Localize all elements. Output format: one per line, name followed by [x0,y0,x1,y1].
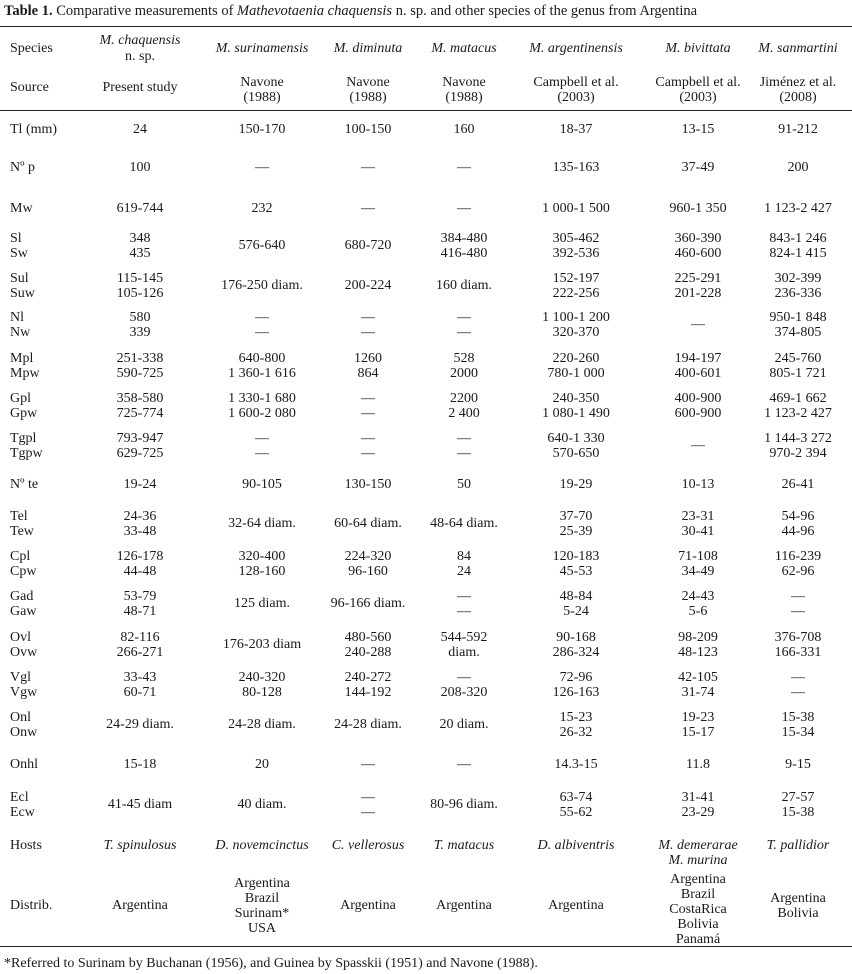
table-cell: 600-900 [674,405,722,421]
table-cell: 37-49 [681,160,715,175]
species-source: (2008) [779,89,817,105]
table-cell: 208-320 [440,684,488,700]
table-cell: 824-1 415 [769,245,827,261]
table-cell: 805-1 721 [769,365,827,381]
table-cell: 15-17 [681,724,715,740]
row-label: Tl (mm) [10,122,58,137]
species-source: Campbell et al. [655,74,741,90]
row-label: Nº te [10,477,39,492]
table-cell: — [361,324,375,340]
species-name: M. argentinensis [529,41,623,56]
table-cell: — [361,390,375,406]
row-label: Mpl [10,350,34,366]
table-cell: 135-163 [552,160,600,175]
distribution-cell: Argentina [770,890,826,906]
table-cell: 20 [255,757,269,772]
distribution-cell: Surinam* [234,905,290,921]
table-caption [4,3,697,20]
row-label: Cpl [10,548,31,564]
table-cell: 1 080-1 490 [542,405,610,421]
table-cell: 225-291 [674,270,722,286]
table-cell: 105-126 [116,285,164,301]
species-name: M. matacus [431,41,497,56]
row-label: Nº p [10,160,35,175]
table-cell: 84 [457,548,471,564]
species-source: (2003) [557,89,595,105]
table-cell: 224-320 [344,548,392,564]
table-cell: — [361,757,375,772]
row-label: Cpw [10,563,37,579]
distribution-cell: Bolivia [677,917,719,932]
table-cell: 2200 [450,390,478,406]
row-label: Nl [10,309,24,325]
table-cell: 15-38 [781,709,815,725]
table-cell: 72-96 [559,669,593,685]
table-cell: — [361,445,375,461]
table-cell: 950-1 848 [769,309,827,325]
row-label: Mpw [10,365,40,381]
rule-top [0,26,852,27]
table-cell: 201-228 [674,285,722,301]
table-cell: 245-760 [774,350,822,366]
table-cell: 100 [129,160,151,175]
table-cell: 240-288 [344,644,392,660]
table-cell: — [361,201,375,216]
table-cell: 619-744 [116,201,164,216]
table-cell: — [457,445,471,461]
host-name: T. spinulosus [103,838,177,853]
row-label: Gaw [10,603,37,619]
row-label: Ovw [10,644,38,660]
table-cell: 60-64 diam. [334,516,402,531]
distribution-cell: Brazil [244,890,280,906]
table-cell: 144-192 [344,684,392,700]
species-source: Present study [102,80,178,95]
table-cell: 544-592 [440,629,488,645]
table-cell: 339 [129,324,151,340]
table-cell: 251-338 [116,350,164,366]
table-cell: — [361,309,375,325]
table-cell: 41-45 diam [107,797,173,812]
table-cell: 48-71 [123,603,157,619]
table-cell: 34-49 [681,563,715,579]
table-cell: 33-48 [123,523,157,539]
table-cell: 320-400 [238,548,286,564]
table-cell: 55-62 [559,804,593,820]
table-cell: 33-43 [123,669,157,685]
species-name: M. sanmartini [758,41,838,56]
table-cell: 864 [357,365,379,381]
table-cell: — [255,309,269,325]
table-cell: 725-774 [116,405,164,421]
table-cell: 120-183 [552,548,600,564]
table-cell: 126-178 [116,548,164,564]
caption-text-after: n. sp. and other species of the genus from Argentina [395,3,698,19]
table-cell: 19-24 [123,477,157,492]
distribution-cell: Bolivia [777,905,819,921]
table-cell: — [361,405,375,421]
table-cell: 240-272 [344,669,392,685]
row-label: Ecw [10,804,35,820]
table-cell: 44-48 [123,563,157,579]
table-cell: 45-53 [559,563,593,579]
table-cell: 98-209 [678,629,718,645]
table-cell: 236-336 [774,285,822,301]
table-cell: — [791,588,805,604]
row-label: Sw [10,245,28,261]
table-cell: 960-1 350 [669,201,727,216]
table-cell: 1 330-1 680 [228,390,296,406]
host-name: C. vellerosus [331,838,405,853]
table-cell: — [255,445,269,461]
distribution-cell: Argentina [436,898,492,913]
row-label: Suw [10,285,35,301]
table-cell: 590-725 [116,365,164,381]
table-cell: 126-163 [552,684,600,700]
table-cell: 48-64 diam. [430,516,498,531]
caption-label: Table 1. [4,3,53,19]
table-cell: 1 600-2 080 [228,405,296,421]
table-cell: 9-15 [785,757,811,772]
table-cell: — [457,430,471,446]
table-cell: 376-708 [774,629,822,645]
table-cell: 194-197 [674,350,722,366]
distribution-label: Distrib. [10,898,53,913]
table-cell: 5-6 [688,603,708,619]
table-cell: 115-145 [116,270,164,286]
table-cell: 44-96 [781,523,815,539]
distribution-cell: Argentina [234,875,290,891]
table-cell: — [361,789,375,805]
distribution-cell: Panamá [675,932,721,947]
hosts-label: Hosts [10,838,42,853]
table-cell: 176-203 diam [222,637,302,652]
table-cell: 15-34 [781,724,815,740]
table-cell: 48-84 [559,588,593,604]
table-cell: 40 diam. [237,797,287,812]
table-cell: 13-15 [681,122,715,137]
table-cell: 26-32 [559,724,593,740]
table-cell: 348 [129,230,151,246]
rule-bottom [0,946,852,947]
row-label: Tgpw [10,445,43,461]
table-cell: 2 400 [448,405,480,421]
table-footnote: *Referred to Surinam by Buchanan (1956), and Guinea by Spasskii (1951) and Navone (1988). [4,956,538,971]
table-cell: 266-271 [116,644,164,660]
table-cell: 63-74 [559,789,593,805]
table-cell: 19-23 [681,709,715,725]
table-cell: 480-560 [344,629,392,645]
table-cell: — [361,160,375,175]
table-cell: 10-13 [681,477,715,492]
table-cell: 18-37 [559,122,593,137]
table-cell: 360-390 [674,230,722,246]
table-cell: 200 [787,160,809,175]
caption-species: Mathevotaenia chaquensis [237,3,393,19]
row-label: Tgpl [10,430,37,446]
distribution-cell: Argentina [670,872,726,887]
row-label: Tew [10,523,34,539]
table-cell: — [457,669,471,685]
table-cell: 24-43 [681,588,715,604]
table-cell: — [791,603,805,619]
table-cell: 240-350 [552,390,600,406]
table-cell: 24 [133,122,147,137]
table-cell: 116-239 [774,548,822,564]
row-label: Onw [10,724,38,740]
table-cell: 1 144-3 272 [764,430,832,446]
table-cell: 14.3-15 [554,757,598,772]
table-cell: 232 [251,201,273,216]
table-cell: 82-116 [120,629,160,645]
table-cell: 320-370 [552,324,600,340]
row-label: Vgw [10,684,38,700]
species-name: M. bivittata [665,41,731,56]
table-cell: 400-900 [674,390,722,406]
table-cell: 152-197 [552,270,600,286]
table-cell: 640-1 330 [547,430,605,446]
table-cell: 100-150 [344,122,392,137]
table-cell: 42-105 [678,669,718,685]
table-cell: 96-160 [348,563,388,579]
table-cell: 400-601 [674,365,722,381]
row-label: Tel [10,508,28,524]
host-name: T. matacus [433,838,495,853]
table-cell: 24-28 diam. [228,717,296,732]
table-cell: 5-24 [563,603,589,619]
species-name: M. chaquensis [99,33,181,48]
table-cell: 54-96 [781,508,815,524]
table-cell: 24-36 [123,508,157,524]
species-source: Jiménez et al. [759,74,837,90]
host-name: M. demerarae [658,838,738,853]
species-source: Navone [240,74,284,90]
table-cell: 580 [129,309,151,325]
table-cell: — [255,324,269,340]
table-cell: 30-41 [681,523,715,539]
species-source: Navone [442,74,486,90]
table-cell: 23-29 [681,804,715,820]
species-source: (2003) [679,89,717,105]
table-cell: 32-64 diam. [228,516,296,531]
table-cell: 1 360-1 616 [228,365,296,381]
table-cell: 176-250 diam. [221,278,303,293]
distribution-cell: Brazil [680,887,716,902]
table-cell: 27-57 [781,789,815,805]
table-cell: 460-600 [674,245,722,261]
table-cell: 843-1 246 [769,230,827,246]
table-cell: 1 100-1 200 [542,309,610,325]
rule-header [0,110,852,111]
table-cell: 970-2 394 [769,445,827,461]
table-cell: 90-105 [242,477,282,492]
table-cell: — [361,430,375,446]
table-cell: — [457,588,471,604]
distribution-cell: Argentina [548,898,604,913]
table-cell: 37-70 [559,508,593,524]
table-cell: 26-41 [781,477,815,492]
table-cell: 25-39 [559,523,593,539]
table-cell: 358-580 [116,390,164,406]
table-cell: 570-650 [552,445,600,461]
table-cell: 640-800 [238,350,286,366]
table-cell: 1 000-1 500 [542,201,610,216]
table-cell: 24-28 diam. [334,717,402,732]
table-cell: 1 123-2 427 [764,405,832,421]
row-label: Onl [10,709,31,725]
caption-text-before: Comparative measurements of [56,3,234,19]
header-source-label: Source [10,80,49,95]
table-cell: 780-1 000 [547,365,605,381]
row-label: Gpl [10,390,31,406]
table-cell: 96-166 diam. [330,596,406,611]
table-cell: 20 diam. [439,717,489,732]
table-cell: — [457,324,471,340]
species-source: Navone [346,74,390,90]
table-cell: diam. [448,644,480,660]
table-cell: 2000 [450,365,478,381]
row-label: Ovl [10,629,31,645]
row-label: Onhl [10,757,38,772]
table-cell: 160 [453,122,475,137]
species-source: (1988) [445,89,483,105]
host-name: T. pallidior [766,838,830,853]
table-cell: 222-256 [552,285,600,301]
table-cell: — [457,309,471,325]
table-cell: 384-480 [440,230,488,246]
row-label: Sul [10,270,29,286]
table-cell: 469-1 662 [769,390,827,406]
table-cell: — [361,804,375,820]
table-cell: — [691,438,705,453]
row-label: Nw [10,324,31,340]
host-name: D. novemcinctus [215,838,309,853]
table-cell: 80-128 [242,684,282,700]
table-cell: — [457,201,471,216]
distribution-cell: CostaRica [669,902,727,917]
table-cell: 50 [457,477,471,492]
table-cell: 576-640 [238,238,286,253]
host-name: D. albiventris [537,838,615,853]
distribution-cell: Argentina [340,898,396,913]
table-cell: 240-320 [238,669,286,685]
table-cell: 90-168 [556,629,596,645]
table-cell: 629-725 [116,445,164,461]
table-cell: 53-79 [123,588,157,604]
table-cell: 160 diam. [436,278,492,293]
table-cell: 11.8 [686,757,710,772]
row-label: Ecl [10,789,29,805]
table-cell: 15-23 [559,709,593,725]
table-cell: 130-150 [344,477,392,492]
table-cell: 1260 [354,350,382,366]
table-cell: 302-399 [774,270,822,286]
table-cell: 71-108 [678,548,718,564]
row-label: Sl [10,230,22,246]
table-cell: 416-480 [440,245,488,261]
table-cell: 31-74 [681,684,715,700]
row-label: Gpw [10,405,38,421]
table-cell: 305-462 [552,230,600,246]
header-species-label: Species [10,41,53,56]
row-label: Gad [10,588,34,604]
table-cell: 60-71 [123,684,157,700]
table-cell: 528 [453,350,475,366]
distribution-cell: Argentina [112,898,168,913]
row-label: Vgl [10,669,31,685]
distribution-cell: USA [247,920,277,936]
species-name-suffix: n. sp. [125,49,155,64]
table-cell: 680-720 [344,238,392,253]
table-cell: — [691,317,705,332]
species-source: (1988) [243,89,281,105]
table-cell: — [457,160,471,175]
table-cell: 374-805 [774,324,822,340]
table-cell: 31-41 [681,789,715,805]
table-cell: — [791,684,805,700]
table-cell: 24-29 diam. [106,717,174,732]
table-cell: 48-123 [678,644,718,660]
table-cell: 24 [457,563,471,579]
table-cell: 150-170 [238,122,286,137]
table-cell: — [791,669,805,685]
table-cell: 23-31 [681,508,715,524]
table-cell: 166-331 [774,644,822,660]
table-cell: 128-160 [238,563,286,579]
table-cell: 435 [129,245,151,261]
table-cell: 15-38 [781,804,815,820]
table-cell: 220-260 [552,350,600,366]
table-cell: 200-224 [344,278,392,293]
host-name: M. murina [668,853,728,868]
table-cell: 19-29 [559,477,593,492]
table-cell: 91-212 [778,122,818,137]
table-cell: 1 123-2 427 [764,201,832,216]
table-cell: — [457,603,471,619]
table-cell: — [255,160,269,175]
table-cell: — [255,430,269,446]
species-name: M. diminuta [333,41,403,56]
row-label: Mw [10,201,33,216]
table-cell: 125 diam. [234,596,290,611]
species-source: (1988) [349,89,387,105]
table-cell: 80-96 diam. [430,797,498,812]
table-cell: 286-324 [552,644,600,660]
table-cell: 62-96 [781,563,815,579]
table-cell: — [457,757,471,772]
species-name: M. surinamensis [215,41,309,56]
table-cell: 15-18 [123,757,157,772]
table-cell: 793-947 [116,430,164,446]
table-cell: 392-536 [552,245,600,261]
species-source: Campbell et al. [533,74,619,90]
